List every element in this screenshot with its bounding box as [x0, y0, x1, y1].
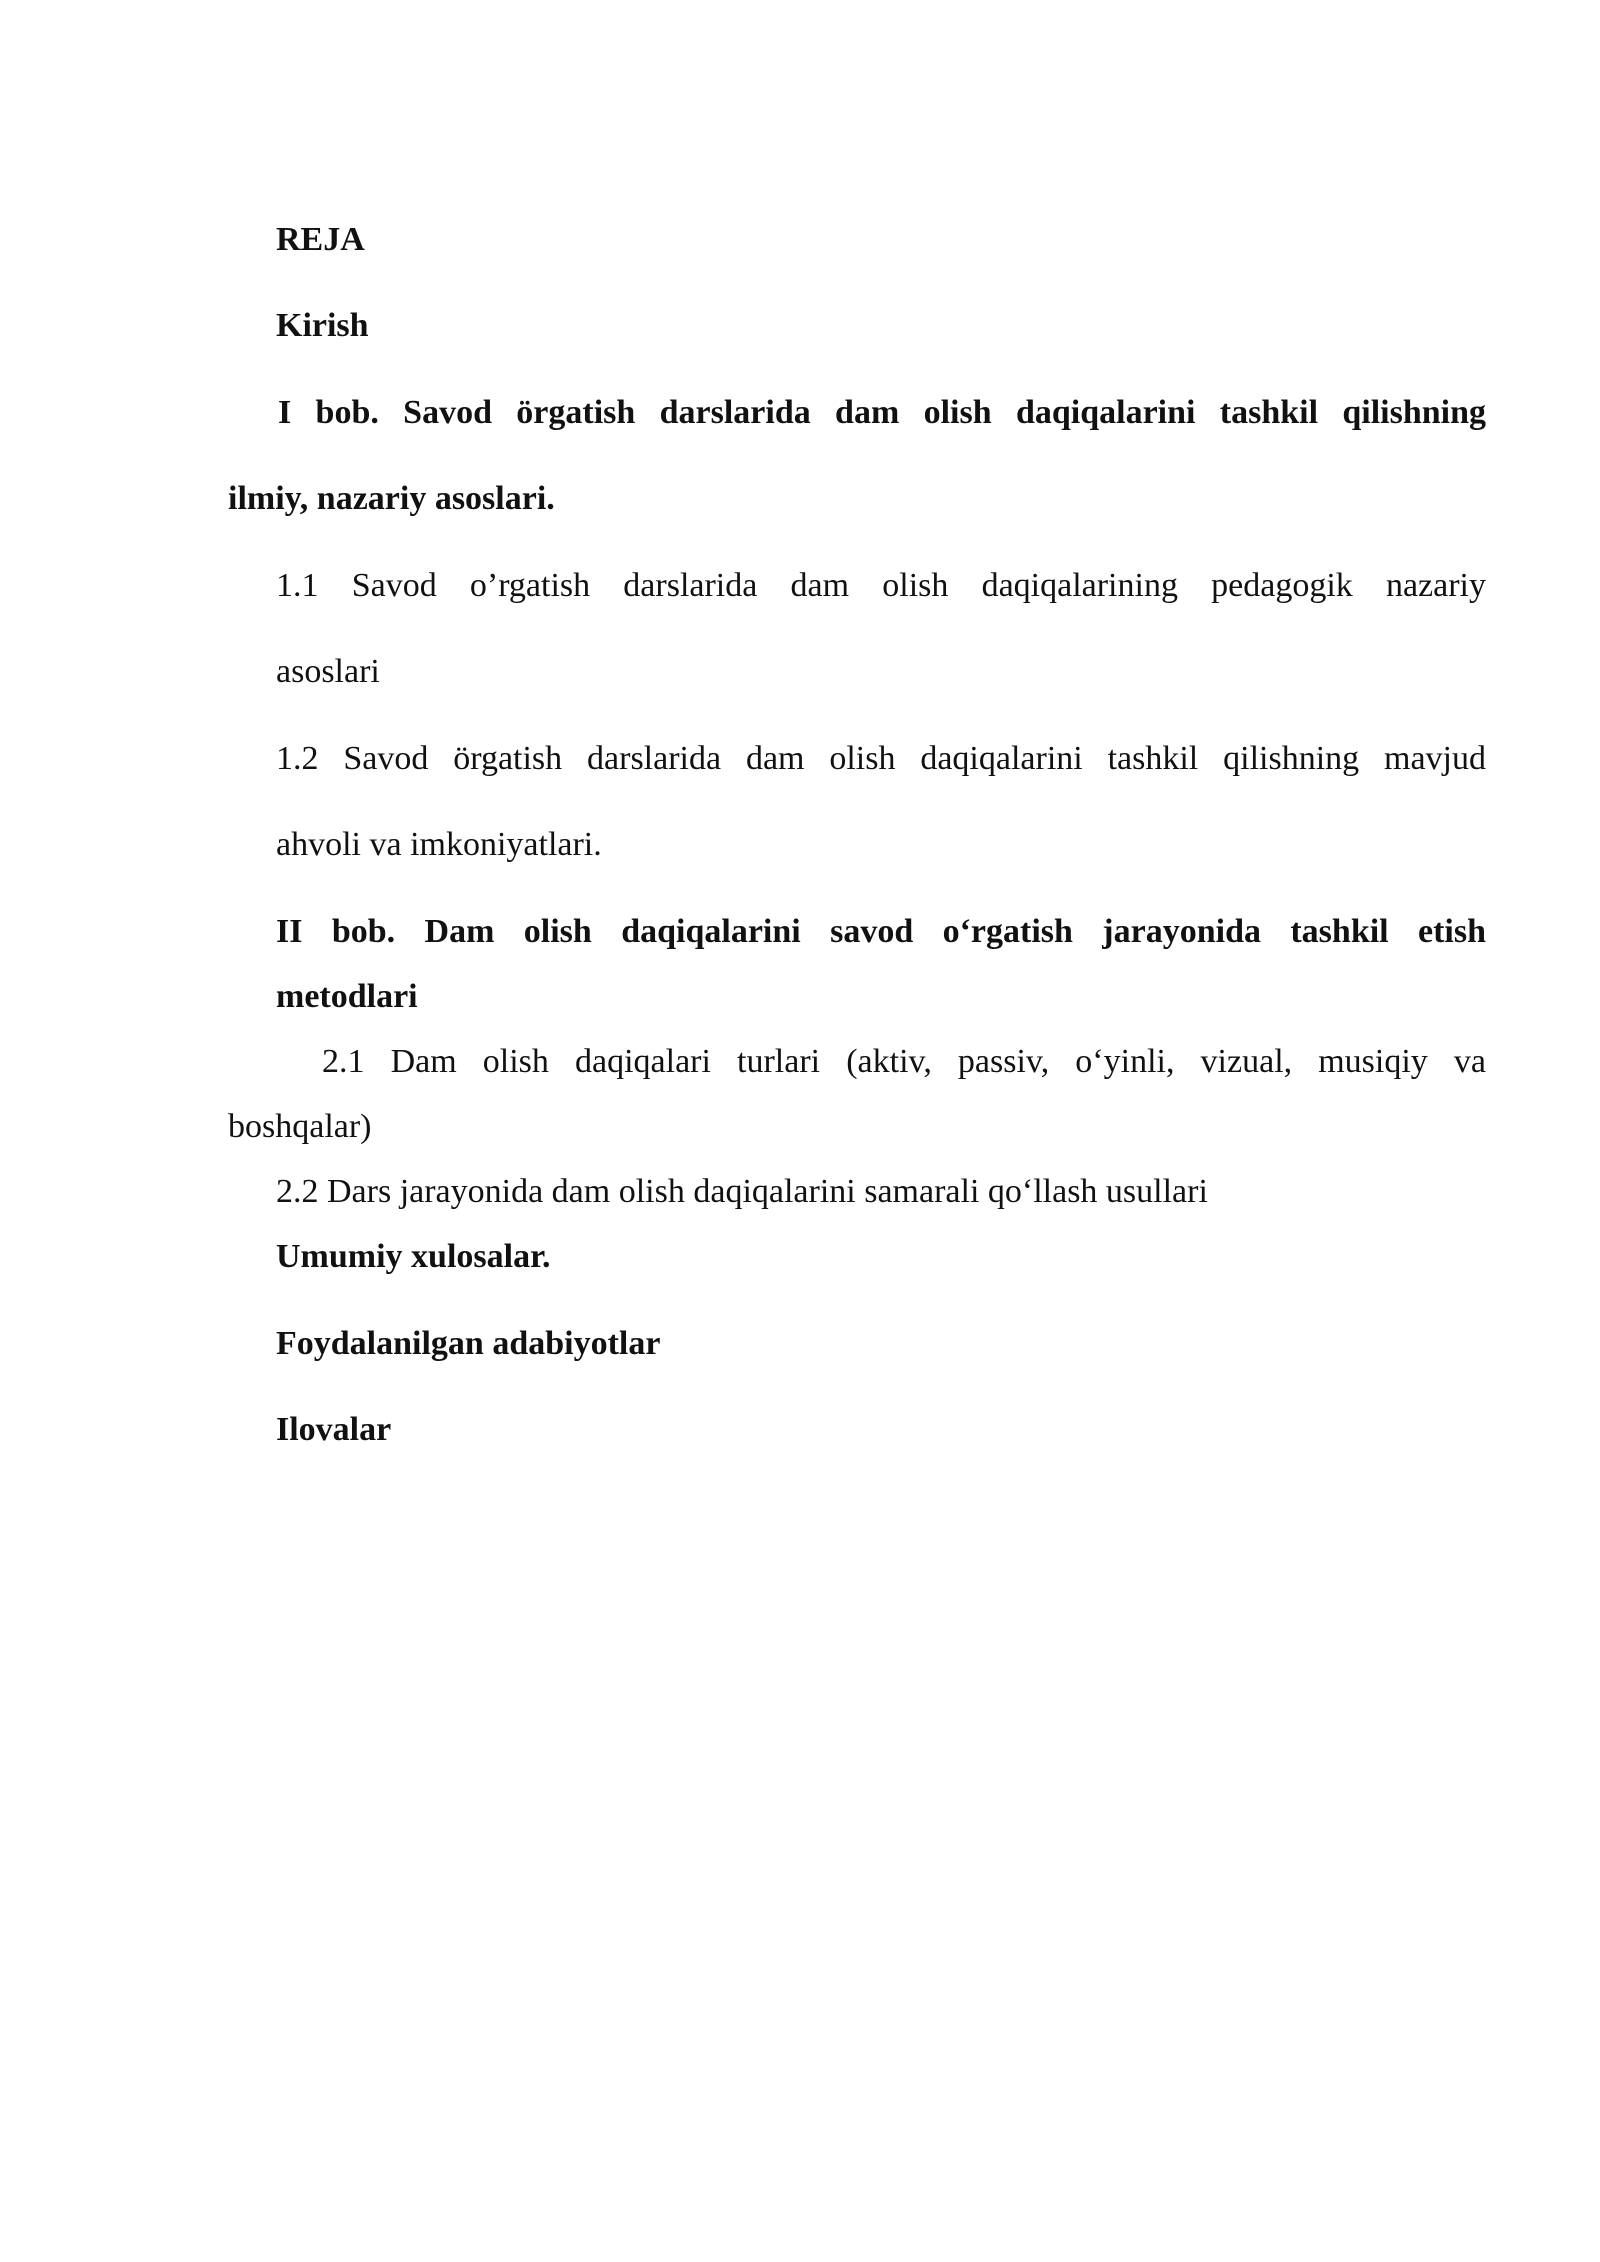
plan-item-conclusions: Umumiy xulosalar.: [276, 1238, 551, 1275]
plan-section-2-2: 2.2 Dars jarayonida dam olish daqiqalarini samarali qo‘llash usullari: [276, 1173, 1208, 1210]
plan-section-1-1-line-2: asoslari: [276, 653, 380, 690]
plan-chapter-2-line-1: II bob. Dam olish daqiqalarini savod o‘rgatish jarayonida tashkil etish: [276, 913, 1486, 950]
plan-item-appendices: Ilovalar: [276, 1411, 392, 1448]
plan-item-intro: Kirish: [276, 307, 369, 344]
plan-section-2-1-line-2: boshqalar): [228, 1108, 372, 1145]
plan-section-2-1-line-1: 2.1 Dam olish daqiqalari turlari (aktiv, passiv, o‘yinli, vizual, musiqiy va: [322, 1043, 1486, 1080]
plan-chapter-2-line-2: metodlari: [276, 978, 418, 1015]
plan-title: REJA: [276, 221, 365, 258]
plan-section-1-2-line-1: 1.2 Savod örgatish darslarida dam olish daqiqalarini tashkil qilishning mavjud: [276, 740, 1486, 777]
plan-item-references: Foydalanilgan adabiyotlar: [276, 1325, 661, 1362]
plan-chapter-1-line-2: ilmiy, nazariy asoslari.: [228, 480, 555, 517]
plan-chapter-1-line-1: I bob. Savod örgatish darslarida dam olish daqiqalarini tashkil qilishning: [278, 394, 1486, 431]
plan-section-1-2-line-2: ahvoli va imkoniyatlari.: [276, 826, 602, 863]
plan-section-1-1-line-1: 1.1 Savod o’rgatish darslarida dam olish daqiqalarining pedagogik nazariy: [276, 567, 1486, 604]
